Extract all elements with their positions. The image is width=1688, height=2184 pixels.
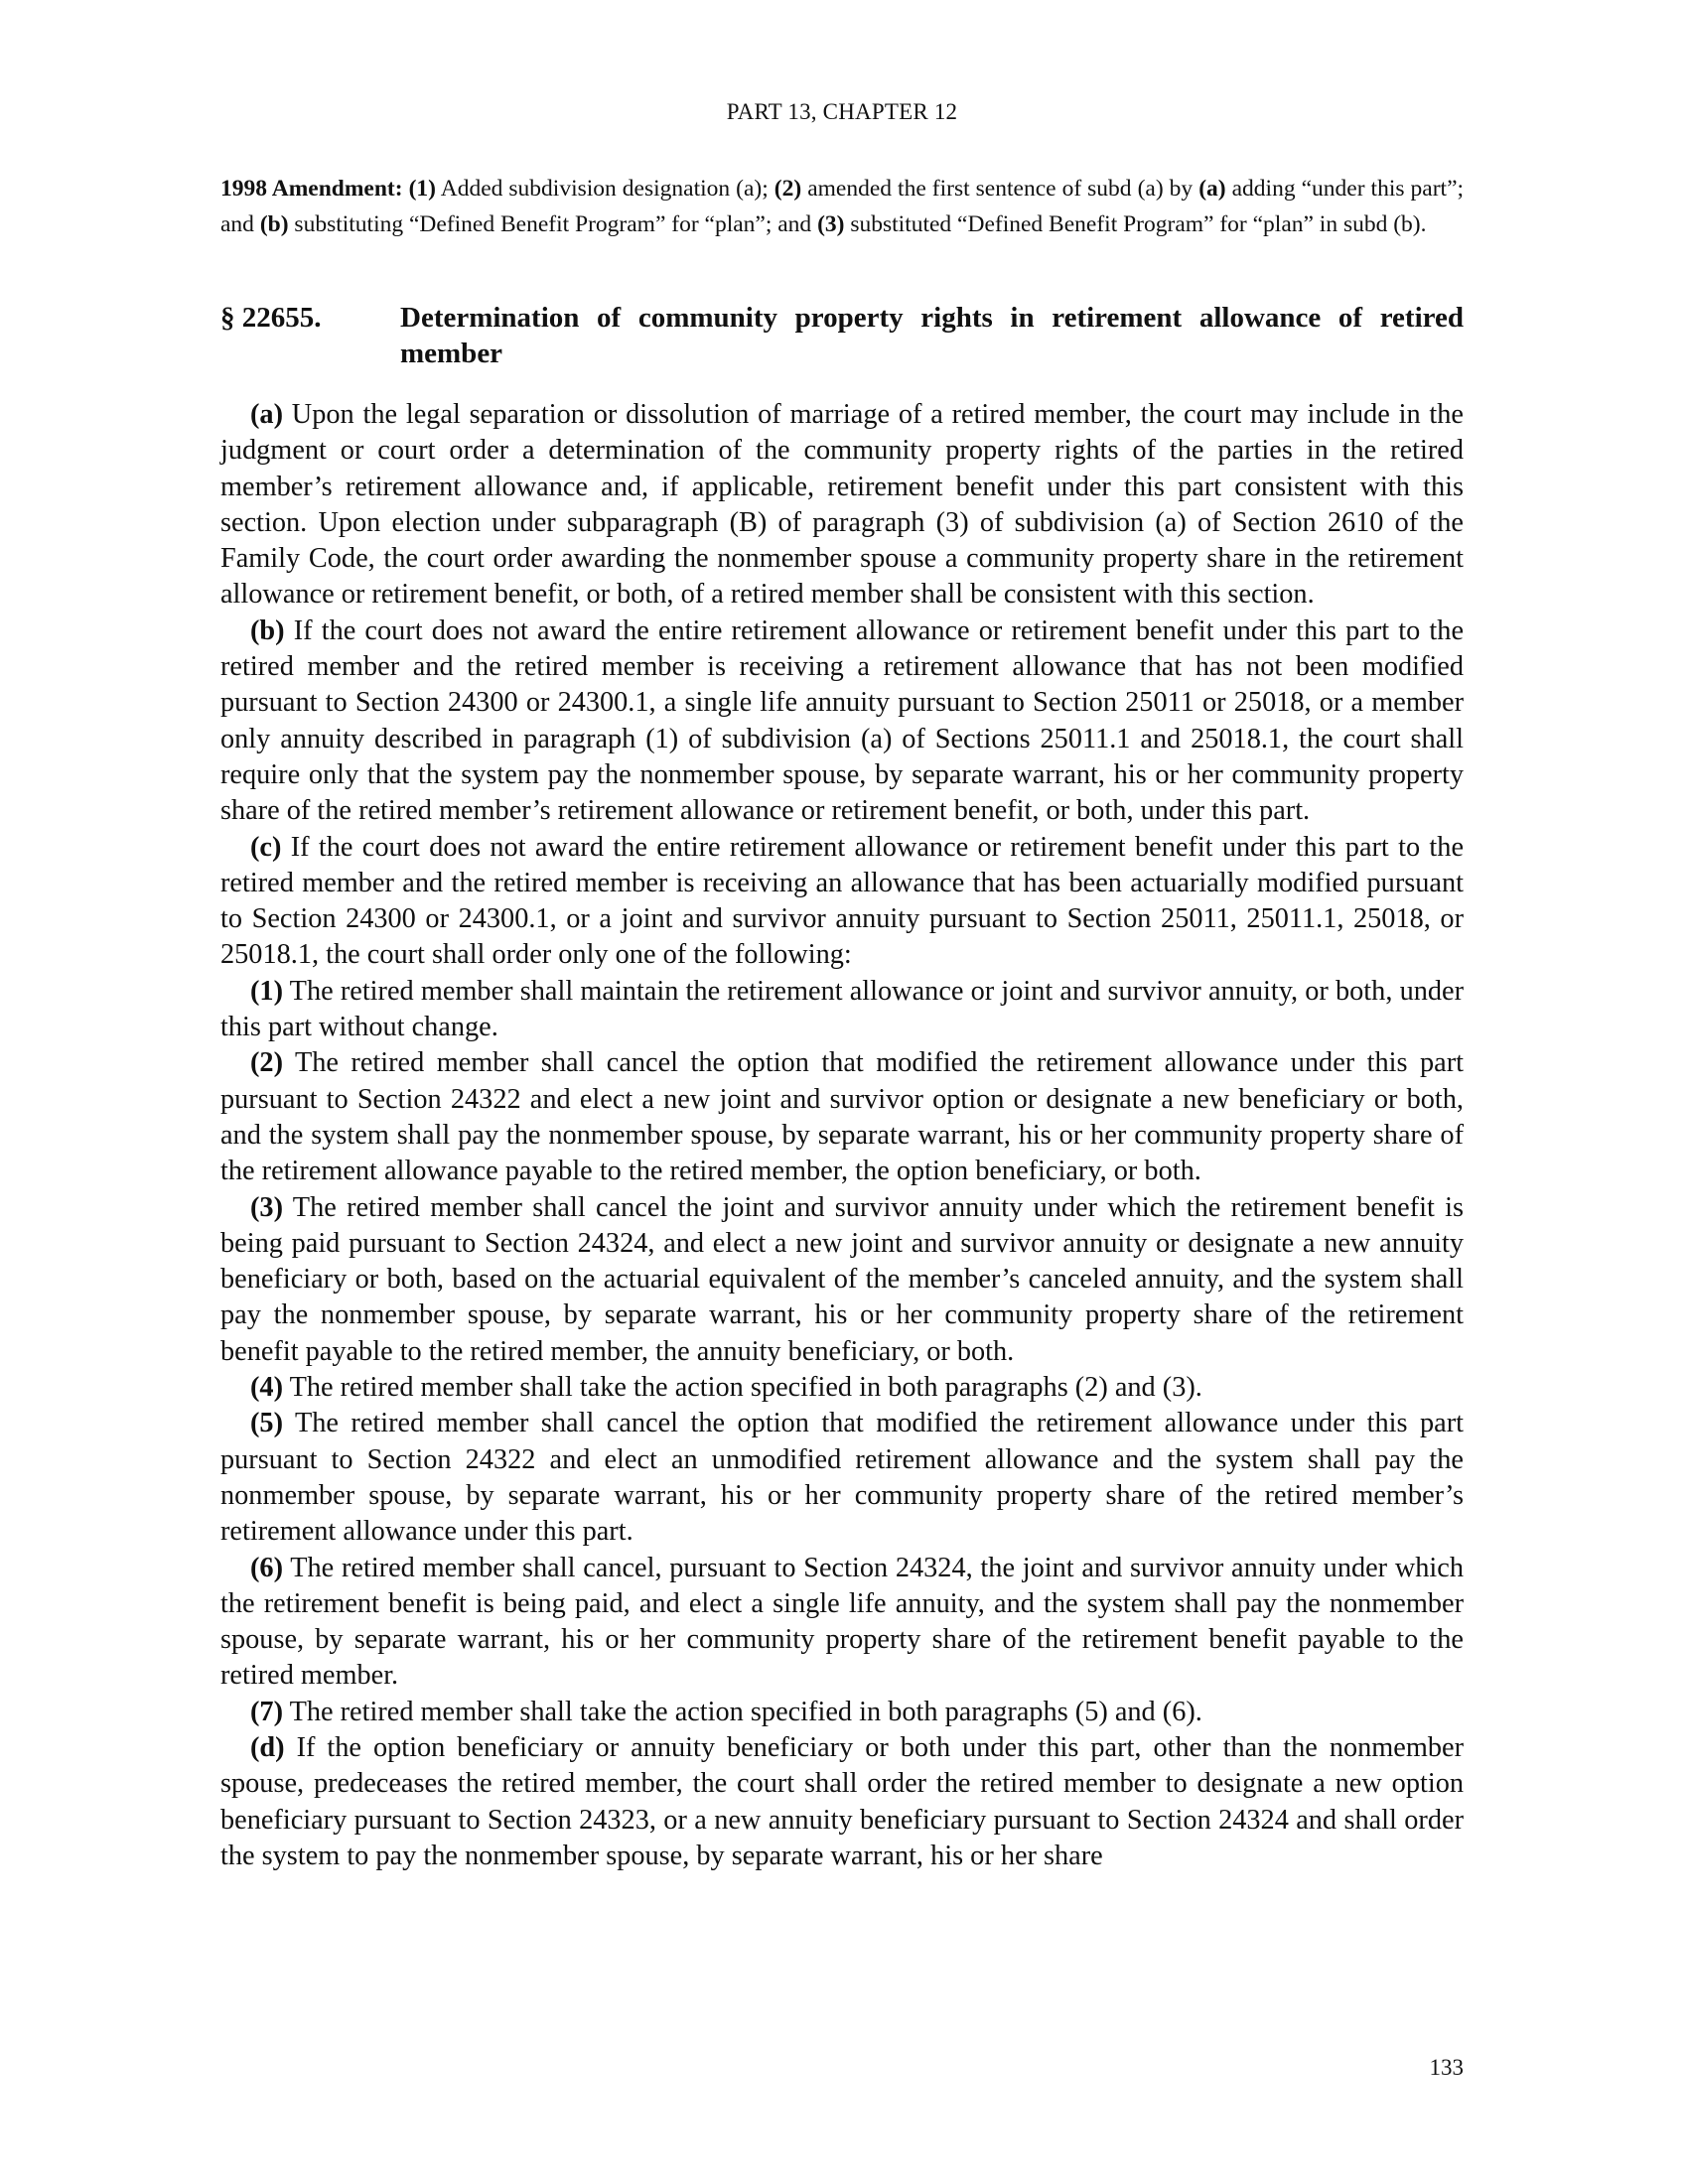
- paragraph-label: (6): [250, 1552, 283, 1583]
- paragraph-label: (d): [250, 1731, 285, 1763]
- amendment-item-3-label: (3): [817, 211, 845, 237]
- section-number: § 22655.: [220, 302, 322, 334]
- paragraph-label: (2): [250, 1047, 283, 1079]
- paragraph-6: [220, 1551, 1464, 1695]
- paragraph-text: The retired member shall cancel the option that modified the retirement allowance under this part pursuant to Section 24322 and elect an unmodified retirement allowance and the system shall pay the nonmember spouse, by separate warrant, his or her community property share of the retired member’s retirement allowance under this part.: [220, 1408, 1464, 1548]
- paragraph-label: (a): [250, 399, 283, 430]
- paragraph-text: If the option beneficiary or annuity beneficiary or both under this part, other than the nonmember spouse, predeceases the retired member, the court shall order the retired member to designate a new option beneficiary pursuant to Section 24323, or a new annuity beneficiary pursuant to Section 24324 and shall order the system to pay the nonmember spouse, by separate warrant, his or her share: [220, 1731, 1464, 1871]
- amendment-note: [220, 171, 1464, 242]
- paragraph-text: The retired member shall cancel the joint and survivor annuity under which the retirement benefit is being paid pursuant to Section 24324, and elect a new joint and survivor annuity or designate a new annuity beneficiary or both, based on the actuarial equivalent of the member’s canceled annuity, and the system shall pay the nonmember spouse, by separate warrant, his or her community property share of the retirement benefit payable to the retired member, the annuity beneficiary, or both.: [220, 1191, 1464, 1367]
- section-heading: [220, 300, 1464, 371]
- paragraph-text: The retired member shall take the action specified in both paragraphs (2) and (3).: [283, 1372, 1202, 1404]
- paragraph-text: If the court does not award the entire retirement allowance or retirement benefit under this part to the retired member and the retired member is receiving an allowance that has been actuarially modified pursuant to Section 24300 or 24300.1, or a joint and survivor annuity pursuant to Section 25011, 25011.1, 25018, or 25018.1, the court shall order only one of the following:: [220, 831, 1464, 971]
- paragraph-label: (4): [250, 1372, 283, 1404]
- subdivision-d: [220, 1730, 1464, 1874]
- paragraph-text: The retired member shall maintain the retirement allowance or joint and survivor annuity, or both, under this part without change.: [220, 975, 1464, 1043]
- subdivision-b: [220, 614, 1464, 830]
- subdivision-a: [220, 397, 1464, 614]
- paragraph-text: The retired member shall take the action specified in both paragraphs (5) and (6).: [283, 1696, 1202, 1727]
- amendment-item-a-text: adding “under this part”; and: [220, 176, 1465, 237]
- paragraph-label: (5): [250, 1408, 283, 1439]
- amendment-item-1-label: (1): [408, 176, 437, 202]
- section-title: Determination of community property rights in retirement allowance of retired member: [400, 302, 1464, 369]
- paragraph-text: The retired member shall cancel, pursuant to Section 24324, the joint and survivor annuity under which the retirement benefit is being paid, and elect a single life annuity, and the system shall pay the nonmember spouse, by separate warrant, his or her community property share of the retirement benefit payable to the retired member.: [220, 1552, 1464, 1692]
- amendment-item-2-label: (2): [774, 176, 802, 202]
- page-number: 133: [1429, 2055, 1464, 2080]
- paragraph-label: (3): [250, 1191, 283, 1223]
- running-head: PART 13, CHAPTER 12: [726, 99, 958, 124]
- paragraph-7: [220, 1695, 1464, 1730]
- section-body: [220, 397, 1464, 1874]
- paragraph-text: If the court does not award the entire retirement allowance or retirement benefit under this part to the retired member and the retired member is receiving a retirement allowance that has not been modified pursuant to Section 24300 or 24300.1, a single life annuity pursuant to Section 25011 or 25018, or a member only annuity described in paragraph (1) of subdivision (a) of Sections 25011.1 and 25018.1, the court shall require only that the system pay the nonmember spouse, by separate warrant, his or her community property share of the retired member’s retirement allowance or retirement benefit, or both, under this part.: [220, 614, 1464, 827]
- amendment-item-a-label: (a): [1198, 176, 1226, 202]
- paragraph-3: [220, 1190, 1464, 1370]
- document-page: [220, 0, 1464, 2184]
- amendment-label: 1998 Amendment:: [220, 176, 403, 202]
- paragraph-label: (c): [250, 831, 282, 863]
- amendment-item-1-text: Added subdivision designation (a);: [436, 176, 774, 202]
- amendment-item-b-label: (b): [259, 211, 289, 237]
- amendment-item-2-text: amended the first sentence of subd (a) by: [801, 176, 1199, 202]
- paragraph-label: (b): [250, 614, 285, 646]
- paragraph-2: [220, 1045, 1464, 1189]
- paragraph-1: [220, 974, 1464, 1046]
- amendment-item-3-text: substituted “Defined Benefit Program” for “plan” in subd (b).: [844, 211, 1427, 237]
- paragraph-text: The retired member shall cancel the option that modified the retirement allowance under this part pursuant to Section 24322 and elect a new joint and survivor option or designate a new beneficiary or both, and the system shall pay the nonmember spouse, by separate warrant, his or her community property share of the retirement allowance payable to the retired member, the option beneficiary, or both.: [220, 1047, 1464, 1187]
- amendment-item-b-text: substituting “Defined Benefit Program” for “plan”; and: [288, 211, 818, 237]
- paragraph-label: (7): [250, 1696, 283, 1727]
- paragraph-4: [220, 1370, 1464, 1406]
- paragraph-text: Upon the legal separation or dissolution of marriage of a retired member, the court may include in the judgment or court order a determination of the community property rights of the parties in the retired member’s retirement allowance and, if applicable, retirement benefit under this part consistent with this section. Upon election under subparagraph (B) of paragraph (3) of subdivision (a) of Section 2610 of the Family Code, the court order awarding the nonmember spouse a community property share in the retirement allowance or retirement benefit, or both, of a retired member shall be consistent with this section.: [220, 399, 1464, 611]
- subdivision-c: [220, 830, 1464, 974]
- paragraph-label: (1): [250, 975, 283, 1007]
- paragraph-5: [220, 1406, 1464, 1550]
